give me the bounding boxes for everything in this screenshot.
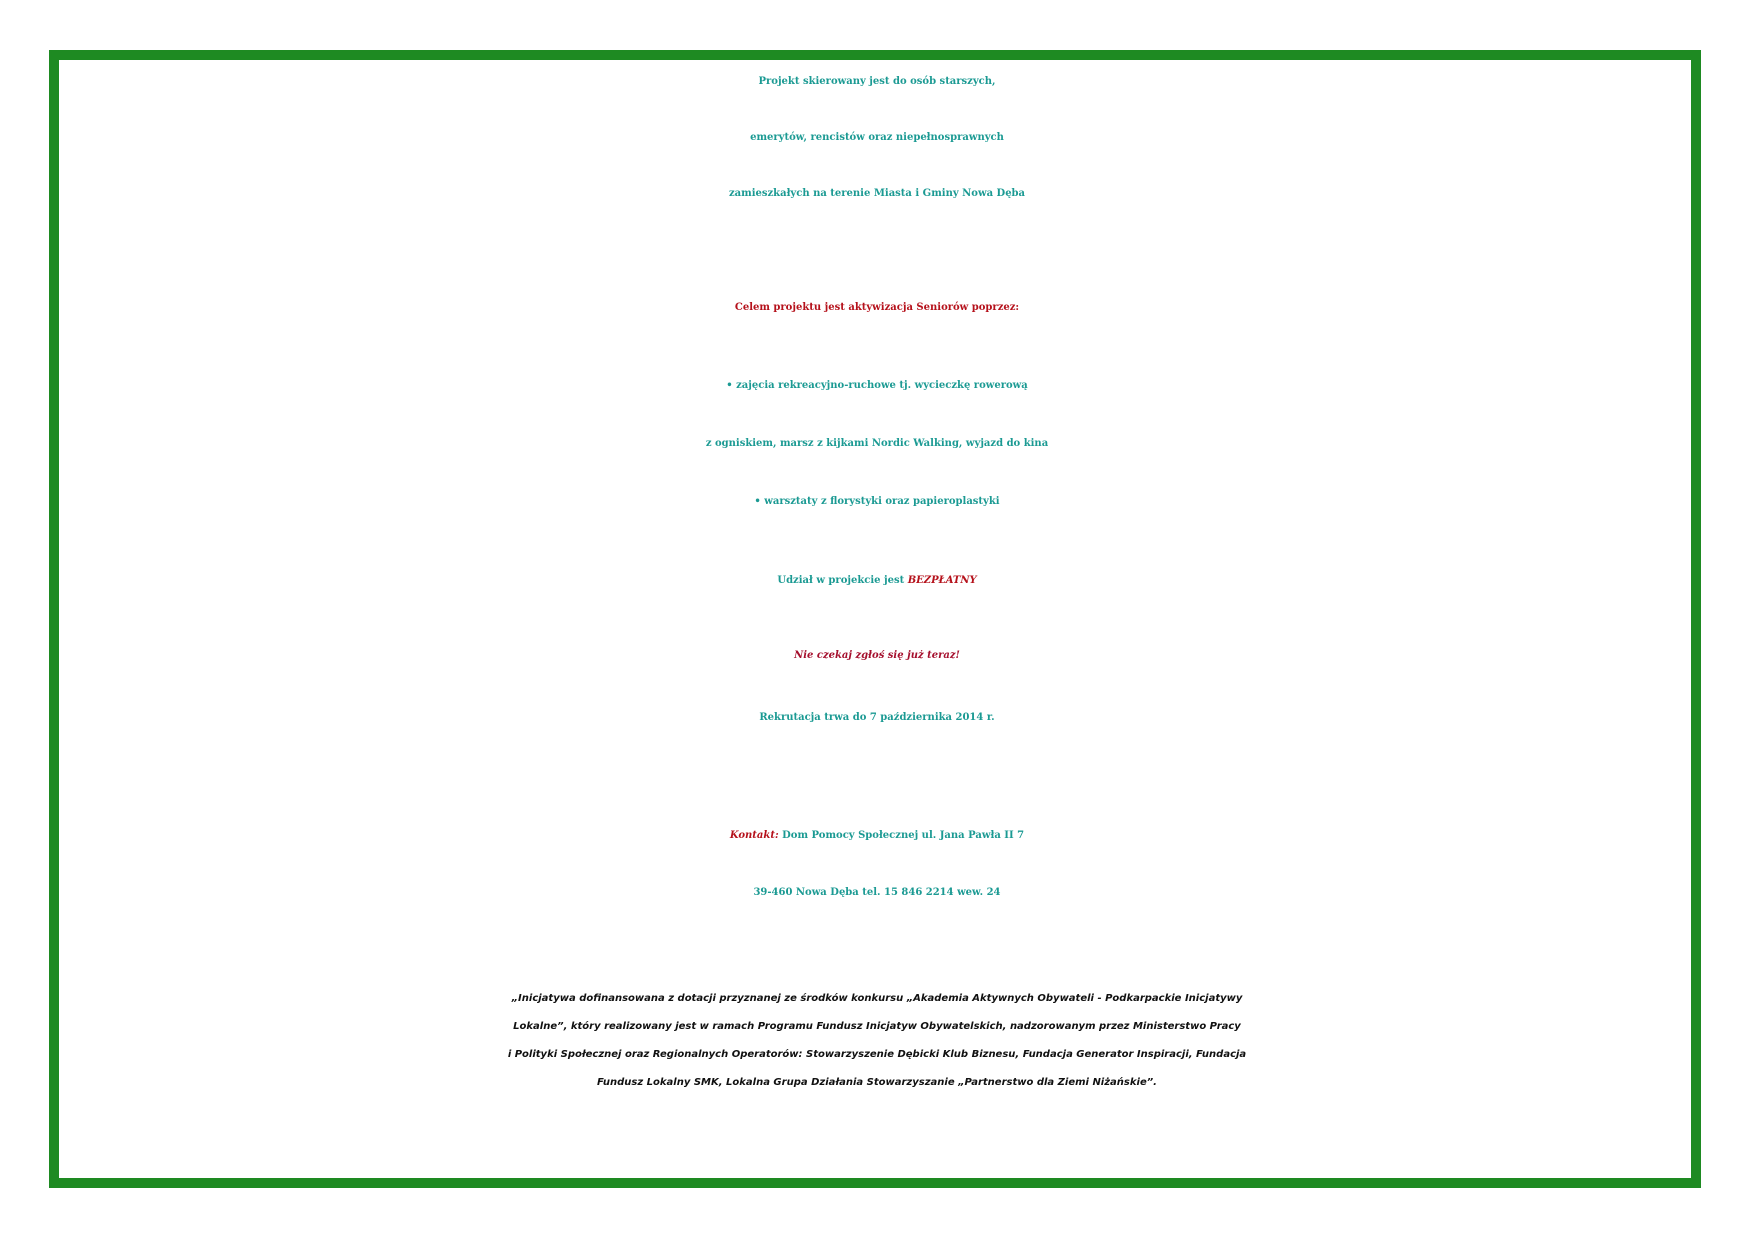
activity-bullet-1-line-2: z ogniskiem, marsz z kijkami Nordic Walking, wyjazd do kina (705, 438, 1049, 449)
free-of-charge-emphasis: BEZPŁATNY (907, 575, 977, 586)
intro-line-3: zamieszkałych na terenie Miasta i Gminy Nowa Dęba (728, 188, 1026, 199)
contact-line-1 (0, 830, 1754, 841)
footer-line-1: „Inicjatywa dofinansowana z dotacji przyznanej ze środków konkursu „Akademia Aktywnych Obywateli - Podkarpackie Inicjatywy (511, 993, 1243, 1004)
footer-line-3: i Polityki Społecznej oraz Regionalnych Operatorów: Stowarzyszenie Dębicki Klub Biznesu, Fundacja Generator Inspiracji, Fundacja (507, 1049, 1247, 1060)
intro-line-1: Projekt skierowany jest do osób starszych, (758, 76, 996, 87)
activity-bullet-1-line-1: • zajęcia rekreacyjno-ruchowe tj. wycieczkę rowerową (726, 380, 1028, 391)
green-border-frame (49, 50, 1701, 1188)
contact-line-2: 39-460 Nowa Dęba tel. 15 846 2214 wew. 24 (753, 887, 1001, 898)
footer-line-4: Fundusz Lokalny SMK, Lokalna Grupa Działania Stowarzyszanie „Partnerstwo dla Ziemi Niżańskie”. (597, 1077, 1157, 1088)
participation-text: Udział w projekcie jest (777, 575, 908, 586)
contact-label: Kontakt: (729, 830, 779, 841)
participation-line (0, 575, 1754, 586)
intro-line-2: emerytów, rencistów oraz niepełnosprawnych (750, 132, 1004, 143)
call-to-action: Nie czekaj zgłoś się już teraz! (794, 650, 960, 661)
activity-bullet-2: • warsztaty z florystyki oraz papieroplastyki (754, 496, 1000, 507)
contact-address: Dom Pomocy Społecznej ul. Jana Pawła II 7 (778, 830, 1025, 841)
goal-heading: Celem projektu jest aktywizacja Seniorów poprzez: (734, 302, 1020, 313)
recruitment-deadline: Rekrutacja trwa do 7 października 2014 r. (759, 712, 995, 723)
footer-line-2: Lokalne”, który realizowany jest w ramach Programu Fundusz Inicjatyw Obywatelskich, nadzorowanym przez Ministerstwo Pracy (513, 1021, 1241, 1032)
